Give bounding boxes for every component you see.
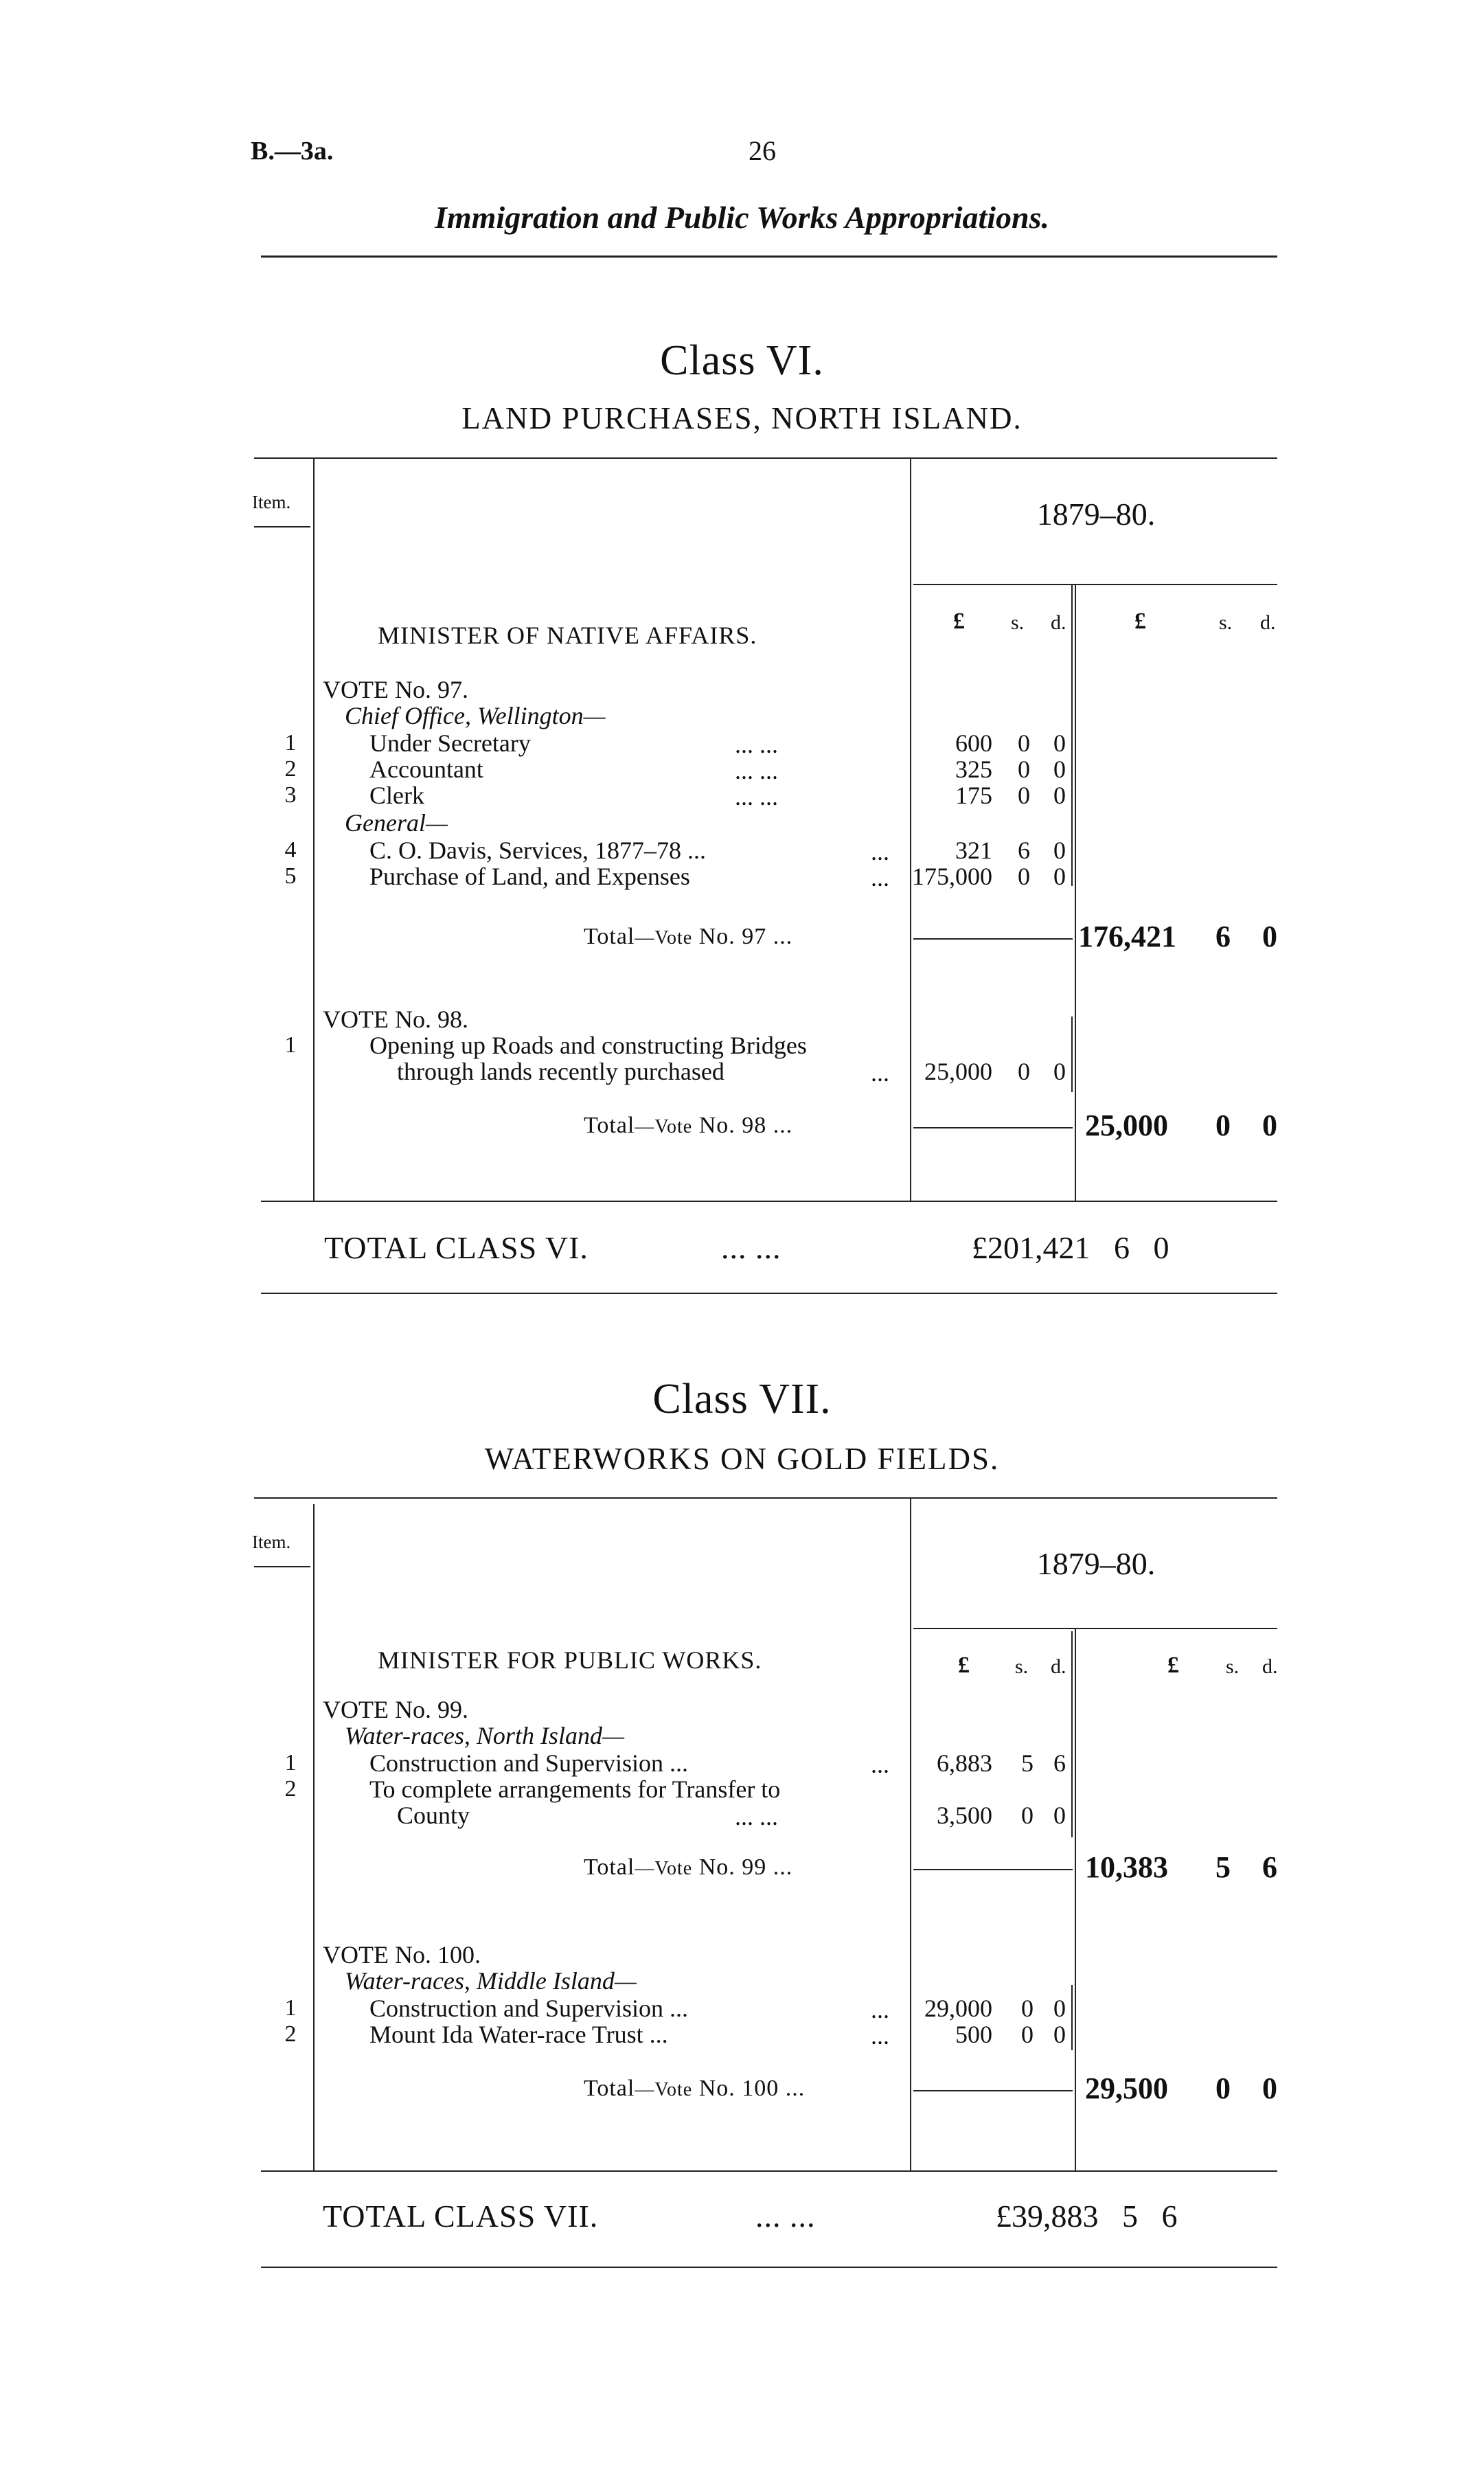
vote97-title: VOTE No. 97. bbox=[323, 676, 468, 703]
amount-pence: 0 bbox=[1053, 2021, 1066, 2048]
line-item-label: Construction and Supervision ... bbox=[369, 1749, 688, 1777]
vote98-total-pence: 0 bbox=[1262, 1109, 1277, 1142]
vote99-total-pence: 6 bbox=[1262, 1850, 1277, 1884]
amount-pence: 0 bbox=[1053, 729, 1066, 757]
pound-header-total: £ bbox=[1134, 609, 1146, 634]
vote99-sum-rule bbox=[913, 1869, 1073, 1870]
item-number: 2 bbox=[284, 2021, 297, 2047]
item-number: 3 bbox=[284, 782, 297, 808]
table-top-rule bbox=[254, 457, 1277, 459]
pence-column-divider bbox=[1071, 1985, 1073, 2050]
item-header-rule bbox=[254, 1566, 310, 1567]
amount-pounds: 175,000 bbox=[912, 863, 992, 890]
line-item-label: Under Secretary bbox=[369, 729, 531, 757]
amount-shillings: 6 bbox=[1018, 837, 1030, 864]
vote97-total-pounds: 176,421 bbox=[1078, 920, 1176, 953]
vote99-total-pounds: 10,383 bbox=[1085, 1850, 1168, 1884]
item-column-divider bbox=[313, 457, 315, 1201]
item-column-header: Item. bbox=[252, 492, 291, 512]
vote100-total-pence: 0 bbox=[1262, 2072, 1277, 2105]
vote98-sum-rule bbox=[913, 1127, 1073, 1128]
pence-header: d. bbox=[1051, 611, 1066, 634]
vote98-title: VOTE No. 98. bbox=[323, 1006, 468, 1033]
amount-pounds: 3,500 bbox=[937, 1802, 992, 1829]
vote100-total-shillings: 0 bbox=[1215, 2072, 1231, 2105]
minister-heading: MINISTER OF NATIVE AFFAIRS. bbox=[378, 622, 757, 649]
amount-pounds: 325 bbox=[955, 756, 992, 783]
minister-heading: MINISTER FOR PUBLIC WORKS. bbox=[378, 1646, 762, 1674]
table-top-rule bbox=[254, 1497, 1277, 1499]
amount-shillings: 0 bbox=[1018, 756, 1030, 783]
leader-dots: ... bbox=[871, 2022, 889, 2050]
amount-pounds: 175 bbox=[955, 782, 992, 809]
amount-pounds: 25,000 bbox=[924, 1058, 992, 1085]
amount-pence: 0 bbox=[1053, 782, 1066, 809]
line-item-label-continued: through lands recently purchased bbox=[397, 1058, 724, 1085]
leader-dots: ... bbox=[871, 1996, 889, 2023]
leader-dots: ... ... bbox=[735, 757, 778, 784]
amount-shillings: 0 bbox=[1018, 782, 1030, 809]
item-number: 5 bbox=[284, 863, 297, 889]
vote100-total-label: Total—Vote No. 100 ... bbox=[584, 2076, 806, 2101]
pound-header: £ bbox=[953, 609, 965, 634]
item-column-divider bbox=[313, 1504, 315, 2170]
table-bottom-rule bbox=[261, 1201, 1277, 1202]
vote98-total-pounds: 25,000 bbox=[1085, 1109, 1168, 1142]
subtotal-column-divider bbox=[1075, 1628, 1076, 2170]
amount-column-divider bbox=[910, 457, 911, 1201]
item-number: 2 bbox=[284, 1776, 297, 1802]
vote99-total-label: Total—Vote No. 99 ... bbox=[584, 1854, 793, 1880]
pence-header: d. bbox=[1051, 1655, 1066, 1678]
vote99-title: VOTE No. 99. bbox=[323, 1696, 468, 1723]
vote100-total-pounds: 29,500 bbox=[1085, 2072, 1168, 2105]
amount-pence: 0 bbox=[1053, 837, 1066, 864]
leader-dots: ... ... bbox=[735, 783, 778, 810]
year-header: 1879–80. bbox=[1036, 1546, 1156, 1581]
subtotal-column-divider bbox=[1075, 584, 1076, 1201]
item-number: 1 bbox=[284, 1750, 297, 1775]
amount-pounds: 500 bbox=[955, 2021, 992, 2048]
vote100-subhead: Water-races, Middle Island— bbox=[345, 1967, 637, 1995]
section-end-rule bbox=[261, 1293, 1277, 1294]
pence-header-total: d. bbox=[1262, 1655, 1278, 1678]
grand-total-dots: ... ... bbox=[755, 2199, 816, 2234]
amount-pence: 0 bbox=[1053, 756, 1066, 783]
section-end-rule bbox=[261, 2267, 1277, 2268]
grand-total-dots: ... ... bbox=[721, 1230, 781, 1265]
year-underline bbox=[913, 584, 1277, 585]
amount-pounds: 321 bbox=[955, 837, 992, 864]
amount-pence: 0 bbox=[1053, 1058, 1066, 1085]
table-bottom-rule bbox=[261, 2170, 1277, 2172]
amount-shillings: 0 bbox=[1021, 1995, 1034, 2022]
year-underline bbox=[913, 1628, 1277, 1629]
amount-shillings: 0 bbox=[1021, 2021, 1034, 2048]
item-number: 1 bbox=[284, 1995, 297, 2021]
amount-shillings: 0 bbox=[1021, 1802, 1034, 1829]
vote100-title: VOTE No. 100. bbox=[323, 1941, 481, 1968]
pound-header-total: £ bbox=[1167, 1653, 1179, 1678]
line-item-label: To complete arrangements for Transfer to bbox=[369, 1775, 781, 1803]
pence-column-divider bbox=[1071, 1017, 1073, 1092]
shillings-header: s. bbox=[1015, 1655, 1029, 1678]
class7-grand-total-label: TOTAL CLASS VII. bbox=[323, 2199, 599, 2234]
line-item-label: Accountant bbox=[369, 756, 483, 783]
class7-grand-total-value: £39,883 5 6 bbox=[996, 2199, 1178, 2234]
line-item-label: Construction and Supervision ... bbox=[369, 1995, 688, 2022]
amount-pence: 0 bbox=[1053, 863, 1066, 890]
amount-shillings: 0 bbox=[1018, 863, 1030, 890]
leader-dots: ... bbox=[871, 1059, 889, 1087]
vote99-subhead: Water-races, North Island— bbox=[345, 1722, 624, 1749]
vote97-total-label: Total—Vote No. 97 ... bbox=[584, 924, 793, 949]
vote97-total-pence: 0 bbox=[1262, 920, 1277, 953]
page-title: Immigration and Public Works Appropriations. bbox=[434, 200, 1050, 235]
amount-shillings: 0 bbox=[1018, 1058, 1030, 1085]
amount-pence: 6 bbox=[1053, 1749, 1066, 1777]
vote97-sum-rule bbox=[913, 938, 1073, 940]
pound-header: £ bbox=[958, 1653, 970, 1678]
line-item-label: Opening up Roads and constructing Bridges bbox=[369, 1032, 807, 1059]
leader-dots: ... bbox=[871, 838, 889, 865]
leader-dots: ... bbox=[871, 1751, 889, 1778]
pence-column-divider bbox=[1071, 1631, 1073, 1837]
vote97-total-shillings: 6 bbox=[1215, 920, 1231, 953]
amount-pounds: 6,883 bbox=[937, 1749, 992, 1777]
leader-dots: ... bbox=[871, 864, 889, 892]
class6-section-title: LAND PURCHASES, NORTH ISLAND. bbox=[461, 401, 1023, 435]
document-reference: B.—3a. bbox=[251, 137, 334, 166]
class6-grand-total-label: TOTAL CLASS VI. bbox=[324, 1230, 589, 1265]
amount-column-divider bbox=[910, 1497, 911, 2170]
vote97-subhead-general: General— bbox=[345, 809, 448, 837]
amount-pence: 0 bbox=[1053, 1995, 1066, 2022]
amount-pounds: 29,000 bbox=[924, 1995, 992, 2022]
vote100-sum-rule bbox=[913, 2090, 1073, 2091]
leader-dots: ... ... bbox=[735, 1803, 778, 1830]
line-item-label: Purchase of Land, and Expenses bbox=[369, 863, 690, 890]
item-number: 2 bbox=[284, 756, 297, 782]
class7-section-title: WATERWORKS ON GOLD FIELDS. bbox=[484, 1442, 1000, 1476]
vote97-subhead-chief-office: Chief Office, Wellington— bbox=[345, 702, 606, 729]
line-item-label-continued: County bbox=[397, 1802, 470, 1829]
item-header-rule bbox=[254, 526, 310, 527]
amount-pounds: 600 bbox=[955, 729, 992, 757]
item-number: 1 bbox=[284, 1032, 297, 1058]
item-number: 1 bbox=[284, 730, 297, 756]
amount-shillings: 5 bbox=[1021, 1749, 1034, 1777]
class7-title: Class VII. bbox=[652, 1376, 832, 1422]
line-item-label: Clerk bbox=[369, 782, 424, 809]
pence-column-divider bbox=[1071, 584, 1073, 886]
shillings-header-total: s. bbox=[1226, 1655, 1240, 1678]
vote98-total-shillings: 0 bbox=[1215, 1109, 1231, 1142]
item-column-header: Item. bbox=[252, 1532, 291, 1552]
vote99-total-shillings: 5 bbox=[1215, 1850, 1231, 1884]
vote98-total-label: Total—Vote No. 98 ... bbox=[584, 1113, 793, 1138]
line-item-label: Mount Ida Water-race Trust ... bbox=[369, 2021, 668, 2048]
class6-title: Class VI. bbox=[660, 337, 824, 384]
line-item-label: C. O. Davis, Services, 1877–78 ... bbox=[369, 837, 706, 864]
item-number: 4 bbox=[284, 837, 297, 863]
pence-header-total: d. bbox=[1260, 611, 1276, 634]
header-rule bbox=[261, 256, 1277, 258]
shillings-header: s. bbox=[1011, 611, 1025, 634]
amount-shillings: 0 bbox=[1018, 729, 1030, 757]
shillings-header-total: s. bbox=[1219, 611, 1233, 634]
year-header: 1879–80. bbox=[1036, 497, 1156, 532]
amount-pence: 0 bbox=[1053, 1802, 1066, 1829]
page-number: 26 bbox=[749, 135, 776, 166]
leader-dots: ... ... bbox=[735, 731, 778, 758]
class6-grand-total-value: £201,421 6 0 bbox=[972, 1230, 1169, 1265]
